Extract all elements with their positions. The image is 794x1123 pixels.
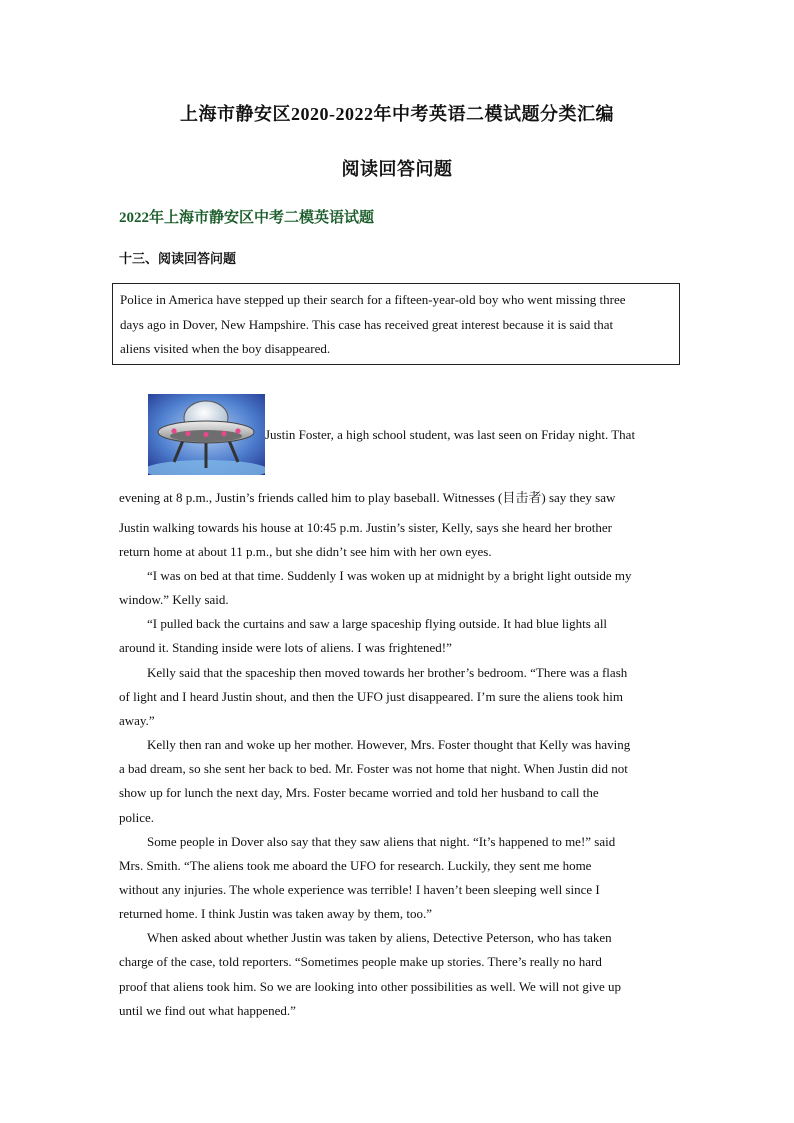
article-line: evening at 8 p.m., Justin’s friends called him to play baseball. Witnesses (目击者) say they saw — [119, 490, 616, 505]
article-line: police. — [119, 810, 155, 825]
article-line: “I was on bed at that time. Suddenly I was woken up at midnight by a bright light outside my — [147, 568, 632, 583]
article-line: When asked about whether Justin was taken by aliens, Detective Peterson, who has taken — [147, 930, 612, 945]
article-line: Mrs. Smith. “The aliens took me aboard the UFO for research. Luckily, they sent me home — [119, 858, 592, 873]
article-line: window.” Kelly said. — [119, 592, 229, 607]
document-title: 上海市静安区2020-2022年中考英语二模试题分类汇编 — [180, 104, 614, 124]
intro-box — [112, 283, 680, 365]
article-line: without any injuries. The whole experience was terrible! I haven’t been sleeping well since I — [119, 882, 600, 897]
document-subtitle: 阅读回答问题 — [341, 159, 453, 179]
article-line: of light and I heard Justin shout, and then the UFO just disappeared. I’m sure the aliens took him — [119, 689, 624, 704]
article-line: show up for lunch the next day, Mrs. Foster became worried and told her husband to call the — [119, 785, 599, 800]
intro-line: aliens visited when the boy disappeared. — [120, 341, 331, 356]
article-line: Some people in Dover also say that they saw aliens that night. “It’s happened to me!” said — [147, 834, 616, 849]
intro-line: Police in America have stepped up their search for a fifteen-year-old boy who went missing three — [120, 292, 626, 307]
article-line: around it. Standing inside were lots of aliens. I was frightened!” — [119, 640, 452, 655]
article-line: charge of the case, told reporters. “Sometimes people make up stories. There’s really no hard — [119, 954, 602, 969]
ufo-image — [148, 394, 265, 475]
intro-line: days ago in Dover, New Hampshire. This case has received great interest because it is said that — [120, 316, 614, 332]
article-line: proof that aliens took him. So we are looking into other possibilities as well. We will not give up — [119, 979, 622, 994]
article-line: returned home. I think Justin was taken away by them, too.” — [119, 906, 433, 921]
article-line: away.” — [119, 713, 155, 728]
article-line: return home at about 11 p.m., but she didn’t see him with her own eyes. — [119, 544, 492, 559]
article-line: Kelly said that the spaceship then moved towards her brother’s bedroom. “There was a flash — [147, 665, 628, 680]
article-line: Justin walking towards his house at 10:45 p.m. Justin’s sister, Kelly, says she heard her brother — [119, 520, 612, 535]
question-heading: 十三、阅读回答问题 — [119, 251, 237, 266]
article-line: Justin Foster, a high school student, was last seen on Friday night. That — [265, 427, 636, 442]
article-line: until we find out what happened.” — [119, 1003, 296, 1018]
article-line: Kelly then ran and woke up her mother. However, Mrs. Foster thought that Kelly was having — [147, 737, 631, 752]
article-line: a bad dream, so she sent her back to bed. Mr. Foster was not home that night. When Justin did not — [119, 761, 628, 776]
article-line: “I pulled back the curtains and saw a large spaceship flying outside. It had blue lights all — [147, 616, 608, 631]
section-heading: 2022年上海市静安区中考二模英语试题 — [119, 210, 375, 226]
